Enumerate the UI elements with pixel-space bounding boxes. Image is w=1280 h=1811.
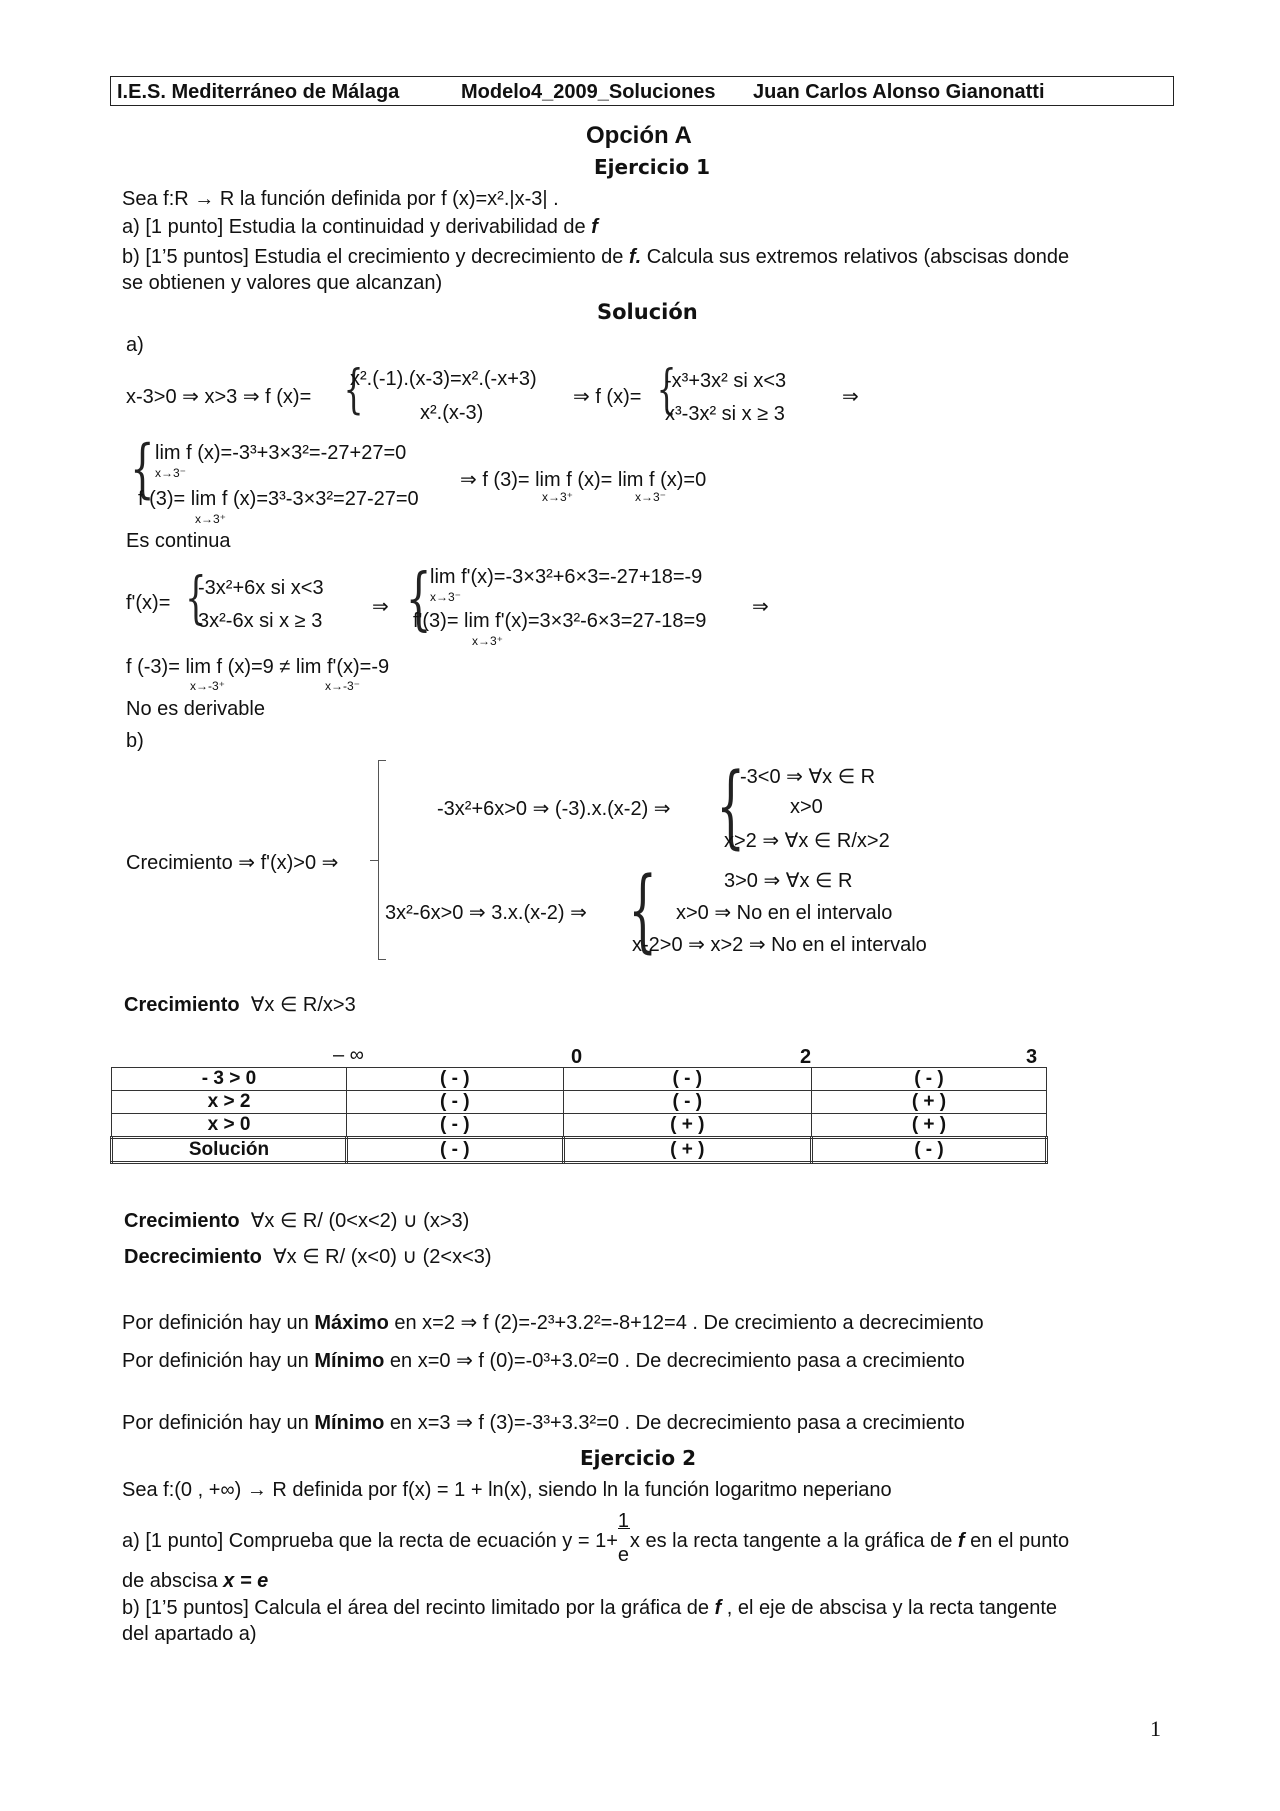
cond1: -3x²+6x>0 ⇒ (-3).x.(x-2) ⇒ <box>437 798 671 820</box>
m1-case2: x².(x-3) <box>420 402 484 424</box>
table-row <box>112 1068 1047 1091</box>
table-cell: ( - ) <box>347 1114 564 1138</box>
part-b-label: b) <box>126 730 144 752</box>
header-school: I.E.S. Mediterráneo de Málaga <box>117 81 400 103</box>
m1-mid: ⇒ f (x)= <box>573 386 642 408</box>
brace-icon: { <box>130 432 155 506</box>
option-title: Opción A <box>586 122 692 149</box>
fraction-numerator: 1 <box>617 1510 630 1532</box>
brace-tick <box>378 760 386 761</box>
ex2-part-b-line2: del apartado a) <box>122 1623 257 1645</box>
cond1c: x>2 ⇒ ∀x ∈ R/x>2 <box>724 830 890 852</box>
cond2a: 3>0 ⇒ ∀x ∈ R <box>724 870 853 892</box>
deriv-case1: -3x²+6x si x<3 <box>198 577 324 599</box>
m1-case1: x².(-1).(x-3)=x².(-x+3) <box>350 368 537 390</box>
header-author: Juan Carlos Alonso Gianonatti <box>753 81 1045 103</box>
lim-result-sub2: x→3⁻ <box>635 490 667 504</box>
deriv-lim2: f'(3)= lim f'(x)=3×3²-6×3=27-18=9 <box>413 610 707 632</box>
table-header-0: 0 <box>571 1046 583 1068</box>
cond1a: -3<0 ⇒ ∀x ∈ R <box>740 766 876 788</box>
table-cell: ( + ) <box>811 1091 1046 1114</box>
ex1-part-b-line2: se obtienen y valores que alcanzan) <box>122 272 443 294</box>
growth-1: Crecimiento ∀x ∈ R/x>3 <box>124 994 356 1016</box>
table-cell: ( - ) <box>563 1068 811 1091</box>
m1-end: ⇒ <box>842 386 859 408</box>
deriv-case2: 3x²-6x si x ≥ 3 <box>198 610 323 632</box>
brace-icon: { <box>656 360 677 420</box>
table-cell: x > 0 <box>112 1114 347 1138</box>
m1-r1: -x³+3x² si x<3 <box>665 370 787 392</box>
brace-icon: { <box>628 858 657 963</box>
sign-table <box>110 1067 1048 1164</box>
solution-title: Solución <box>597 300 698 324</box>
table-row <box>112 1114 1047 1138</box>
table-header-neg-inf: – ∞ <box>333 1044 364 1066</box>
part-a-label: a) <box>126 334 144 356</box>
table-cell: ( - ) <box>563 1091 811 1114</box>
ex2-part-b: b) [1’5 puntos] Calcula el área del recinto limitado por la gráfica de f , el eje de abscisa y la recta tangente <box>122 1597 1057 1619</box>
table-cell: ( - ) <box>811 1138 1046 1163</box>
continuity-conclusion: Es continua <box>126 530 231 552</box>
cond2b: x>0 ⇒ No en el intervalo <box>676 902 893 924</box>
ex2-part-a: a) [1 punto] Comprueba que la recta de ecuación y = 1+ $\frac{1}{e}$ x es la recta tangente a la gráfica de f en el punto <box>122 1510 1070 1566</box>
ex1-part-b: b) [1’5 puntos] Estudia el crecimiento y decrecimiento de f. Calcula sus extremos relativos (abscisas donde <box>122 246 1070 268</box>
exercise2-title: Ejercicio 2 <box>580 1446 696 1470</box>
table-cell: ( - ) <box>347 1091 564 1114</box>
deriv-conclusion-sub2: x→-3⁻ <box>325 679 361 693</box>
lim-result-sub1: x→3⁺ <box>542 490 574 504</box>
minimum-0: Por definición hay un Mínimo en x=0 ⇒ f (0)=-0³+3.0²=0 . De decrecimiento pasa a crecimiento <box>122 1350 965 1372</box>
table-cell: - 3 > 0 <box>112 1068 347 1091</box>
exercise1-title: Ejercicio 1 <box>594 155 710 179</box>
ex2-statement: Sea f:(0 , +∞) → R definida por f(x) = 1 + ln(x), siendo ln la función logaritmo neperiano <box>122 1479 892 1501</box>
brace-tick <box>370 860 378 861</box>
table-cell: x > 2 <box>112 1091 347 1114</box>
table-row <box>112 1138 1047 1163</box>
lim2-sub: x→3⁺ <box>195 512 227 526</box>
lim2: f (3)= lim f (x)=3³-3×3²=27-27=0 <box>138 488 419 510</box>
fraction-bar <box>618 1528 630 1529</box>
table-header-3: 3 <box>1026 1046 1038 1068</box>
maximum: Por definición hay un Máximo en x=2 ⇒ f (2)=-2³+3.2²=-8+12=4 . De crecimiento a decrecimiento <box>122 1312 984 1334</box>
ex1-statement: Sea f:R → R la función definida por f (x)=x².|x-3| . <box>122 188 559 210</box>
table-cell: ( - ) <box>347 1138 564 1163</box>
big-brace-line <box>378 760 379 960</box>
header-model: Modelo4_2009_Soluciones <box>461 81 716 103</box>
lim-result: ⇒ f (3)= lim f (x)= lim f (x)=0 <box>460 469 707 491</box>
table-cell: ( - ) <box>811 1068 1046 1091</box>
growth-2: Crecimiento ∀x ∈ R/ (0<x<2) ∪ (x>3) <box>124 1210 470 1232</box>
cond2: 3x²-6x>0 ⇒ 3.x.(x-2) ⇒ <box>385 902 587 924</box>
brace-icon: { <box>405 560 432 639</box>
deriv-left: f'(x)= <box>126 592 171 614</box>
lim1-sub: x→3⁻ <box>155 466 187 480</box>
deriv-lim1: lim f'(x)=-3×3²+6×3=-27+18=-9 <box>430 566 703 588</box>
cond2c: x-2>0 ⇒ x>2 ⇒ No en el intervalo <box>632 934 927 956</box>
page-number: 1 <box>1150 1716 1161 1741</box>
table-cell: ( + ) <box>563 1138 811 1163</box>
m1-r2: x³-3x² si x ≥ 3 <box>665 403 785 425</box>
growth-left: Crecimiento ⇒ f'(x)>0 ⇒ <box>126 852 339 874</box>
brace-icon: { <box>185 566 207 631</box>
deriv-conclusion-sub1: x→-3⁺ <box>190 679 226 693</box>
deriv-lim2-sub: x→3⁺ <box>472 634 504 648</box>
table-cell: ( + ) <box>563 1114 811 1138</box>
m1-left: x-3>0 ⇒ x>3 ⇒ f (x)= <box>126 386 312 408</box>
minimum-3: Por definición hay un Mínimo en x=3 ⇒ f (3)=-3³+3.3²=0 . De decrecimiento pasa a crecimiento <box>122 1412 965 1434</box>
deriv-arrow: ⇒ <box>372 596 389 618</box>
page-header <box>110 76 1174 106</box>
brace-tick <box>378 959 386 960</box>
table-header-2: 2 <box>800 1046 812 1068</box>
table-row <box>112 1091 1047 1114</box>
fraction-denominator: e <box>617 1544 630 1566</box>
deriv-conclusion: f (-3)= lim f (x)=9 ≠ lim f'(x)=-9 <box>126 656 390 678</box>
ex1-part-a: a) [1 punto] Estudia la continuidad y derivabilidad de f <box>122 216 598 238</box>
deriv-end: ⇒ <box>752 596 769 618</box>
brace-icon: { <box>716 754 745 859</box>
lim1: lim f (x)=-3³+3×3²=-27+27=0 <box>155 442 407 464</box>
cond1b: x>0 <box>790 796 823 818</box>
table-cell: ( + ) <box>811 1114 1046 1138</box>
ex2-part-a-line2: de abscisa x = e <box>122 1570 269 1592</box>
not-derivable: No es derivable <box>126 698 265 720</box>
decrease: Decrecimiento ∀x ∈ R/ (x<0) ∪ (2<x<3) <box>124 1246 492 1268</box>
table-cell: Solución <box>112 1138 347 1163</box>
brace-icon: { <box>343 360 364 420</box>
deriv-lim1-sub: x→3⁻ <box>430 590 462 604</box>
table-cell: ( - ) <box>347 1068 564 1091</box>
